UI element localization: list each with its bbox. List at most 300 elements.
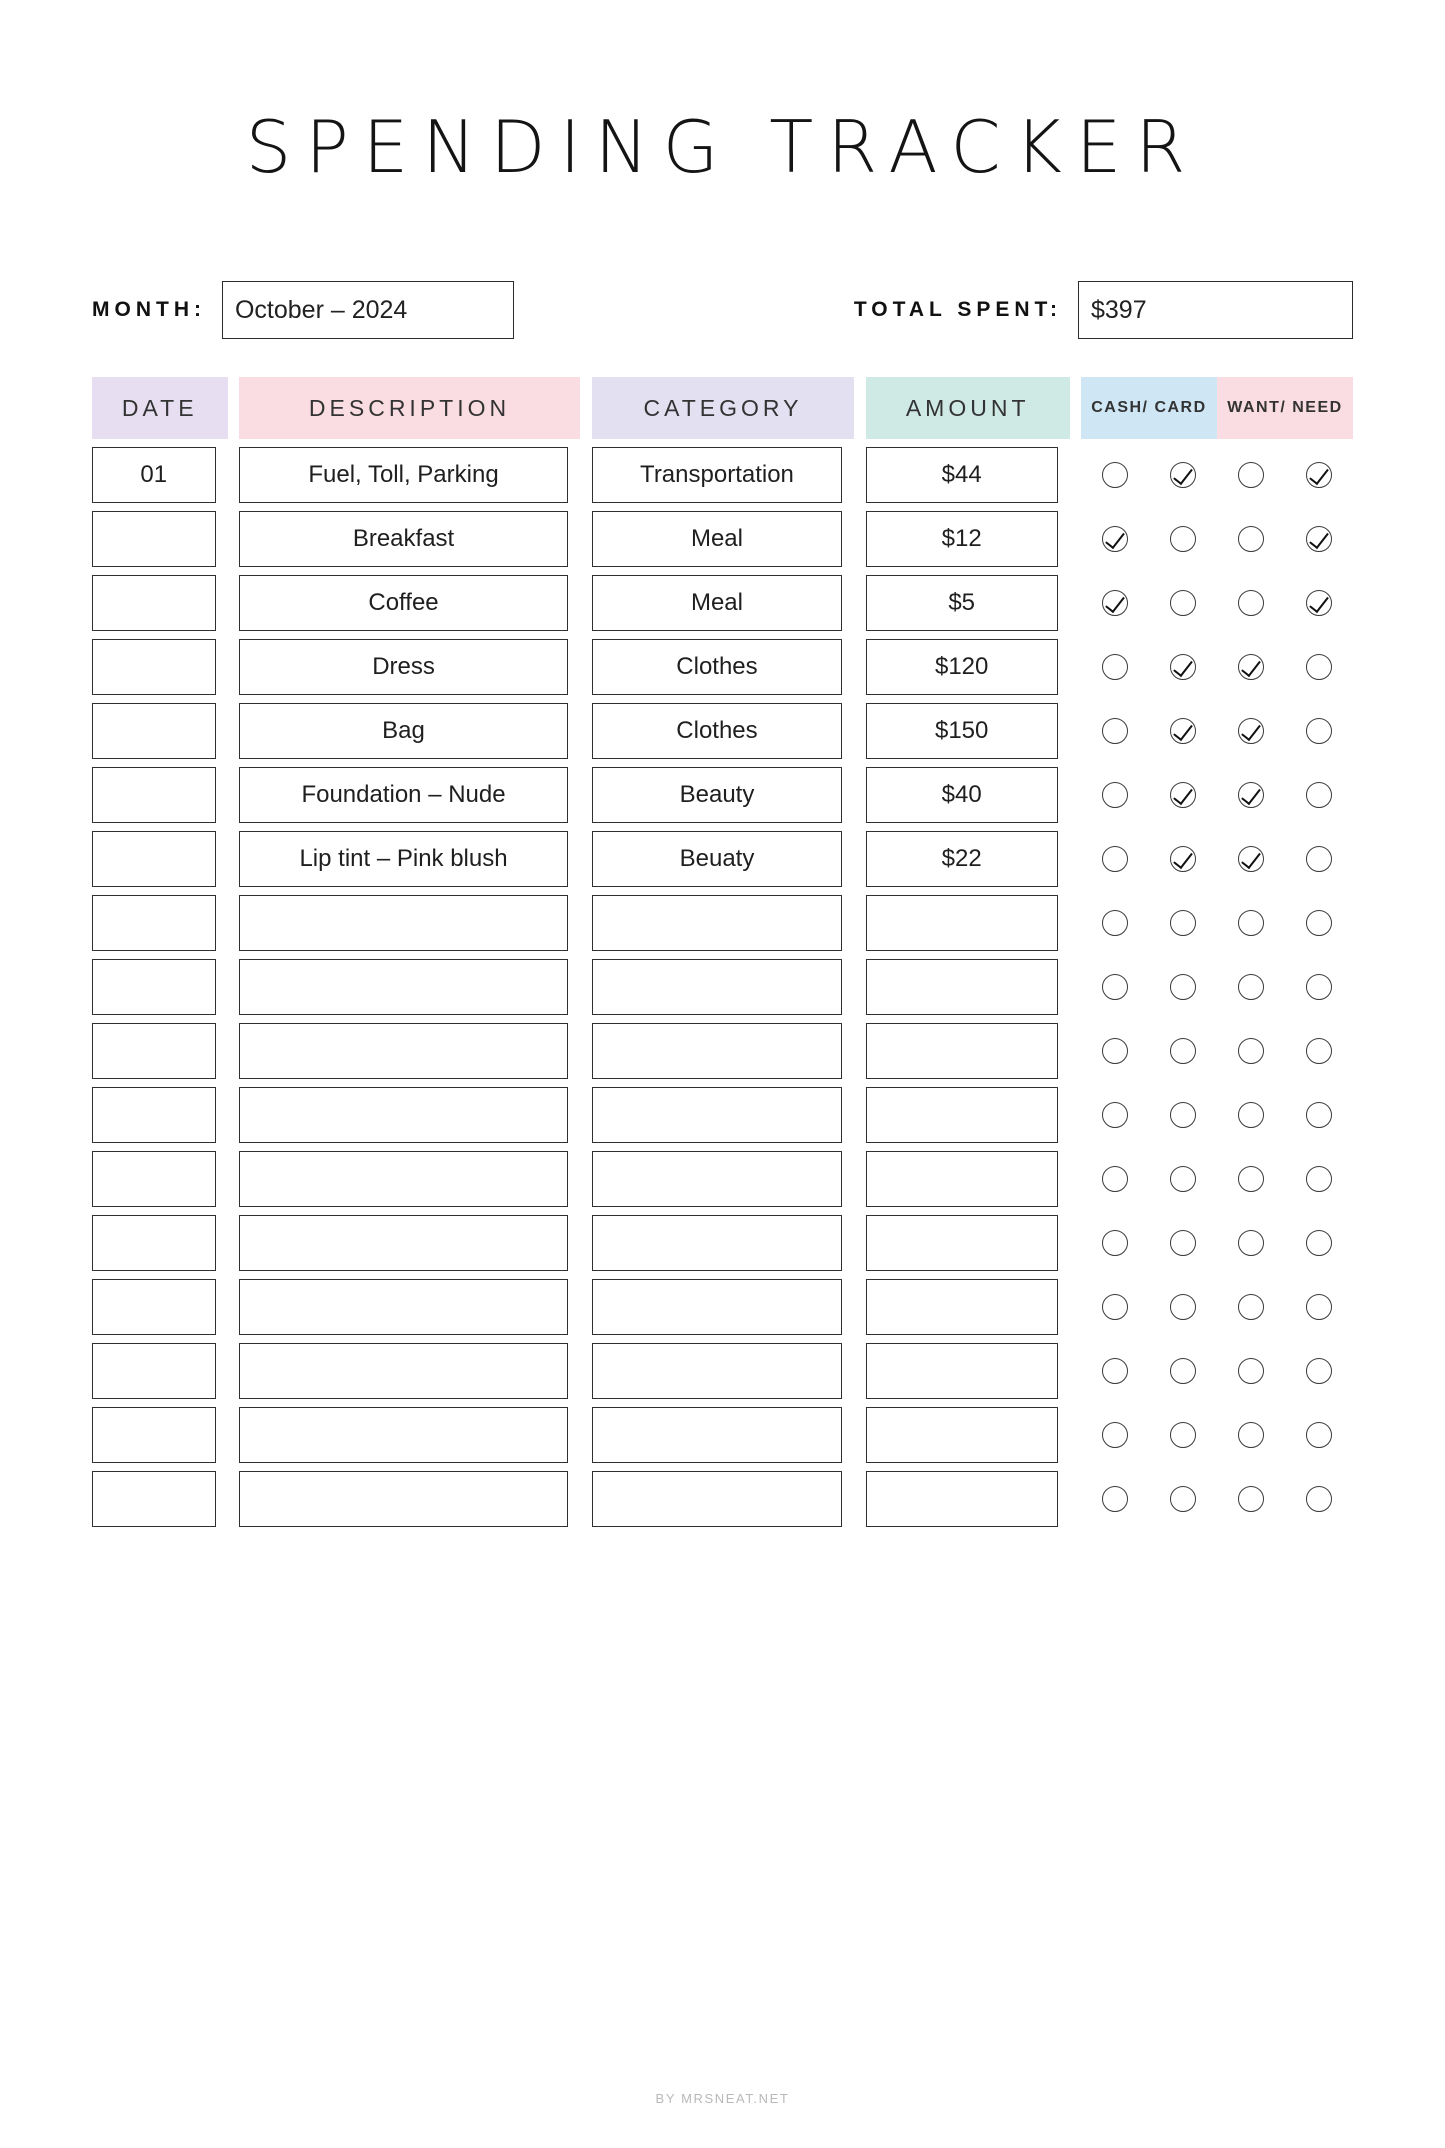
want-need-cell xyxy=(1217,1207,1353,1271)
date-cell xyxy=(92,567,228,631)
row-spacer xyxy=(854,1015,865,1079)
card-checkbox[interactable] xyxy=(1170,910,1196,936)
header-spacer xyxy=(854,377,865,439)
page-title: SPENDING TRACKER xyxy=(245,105,1200,189)
need-checkbox[interactable] xyxy=(1306,1038,1332,1064)
amount-input[interactable] xyxy=(866,1023,1058,1079)
footer-credit: BY MRSNEAT.NET xyxy=(655,2091,790,2106)
row-spacer xyxy=(1070,823,1081,887)
header-spacer xyxy=(228,377,239,439)
row-spacer xyxy=(1070,759,1081,823)
date-cell xyxy=(92,503,228,567)
amount-input[interactable] xyxy=(866,1407,1058,1463)
row-spacer xyxy=(228,1207,239,1271)
need-checkbox[interactable] xyxy=(1306,782,1332,808)
table-row xyxy=(92,567,1353,631)
card-checkbox[interactable] xyxy=(1170,974,1196,1000)
total-spent-input[interactable]: $397 xyxy=(1078,281,1353,339)
amount-cell xyxy=(866,951,1070,1015)
table-row xyxy=(92,1463,1353,1527)
table-row xyxy=(92,695,1353,759)
table-row xyxy=(92,1207,1353,1271)
row-spacer xyxy=(580,439,591,503)
row-spacer xyxy=(1070,503,1081,567)
row-spacer xyxy=(580,631,591,695)
cash-card-cell xyxy=(1081,503,1217,567)
row-spacer xyxy=(1070,1399,1081,1463)
date-input[interactable] xyxy=(92,767,216,823)
date-cell xyxy=(92,695,228,759)
cash-checkbox[interactable] xyxy=(1102,462,1128,488)
card-checkbox[interactable] xyxy=(1170,1294,1196,1320)
want-checkbox[interactable] xyxy=(1238,526,1264,552)
amount-input[interactable] xyxy=(866,1151,1058,1207)
table-row xyxy=(92,951,1353,1015)
table-row xyxy=(92,1335,1353,1399)
description-cell xyxy=(239,567,580,631)
row-spacer xyxy=(580,1335,591,1399)
want-checkbox[interactable] xyxy=(1238,1166,1264,1192)
date-input[interactable] xyxy=(92,1215,216,1271)
amount-cell xyxy=(866,1399,1070,1463)
card-checkbox[interactable] xyxy=(1170,654,1196,680)
description-input[interactable] xyxy=(239,1343,568,1399)
cash-checkbox[interactable] xyxy=(1102,1230,1128,1256)
row-spacer xyxy=(854,759,865,823)
description-cell xyxy=(239,951,580,1015)
category-cell xyxy=(592,1463,855,1527)
row-spacer xyxy=(228,567,239,631)
need-checkbox[interactable] xyxy=(1306,654,1332,680)
row-spacer xyxy=(228,887,239,951)
want-need-cell xyxy=(1217,695,1353,759)
description-input[interactable] xyxy=(239,1151,568,1207)
description-input[interactable]: Fuel, Toll, Parking xyxy=(239,447,568,503)
month-label: MONTH: xyxy=(92,298,206,321)
amount-cell xyxy=(866,1335,1070,1399)
date-input[interactable] xyxy=(92,1151,216,1207)
card-checkbox[interactable] xyxy=(1170,1038,1196,1064)
row-spacer xyxy=(1070,1143,1081,1207)
cash-card-cell xyxy=(1081,1015,1217,1079)
amount-cell xyxy=(866,695,1070,759)
amount-cell xyxy=(866,439,1070,503)
date-cell xyxy=(92,887,228,951)
description-input[interactable] xyxy=(239,1471,568,1527)
header-category: CATEGORY xyxy=(592,377,855,439)
date-input[interactable] xyxy=(92,703,216,759)
date-cell xyxy=(92,1079,228,1143)
category-cell xyxy=(592,1335,855,1399)
row-spacer xyxy=(580,1015,591,1079)
card-checkbox[interactable] xyxy=(1170,782,1196,808)
category-cell xyxy=(592,1015,855,1079)
want-need-cell xyxy=(1217,1271,1353,1335)
amount-input[interactable]: $44 xyxy=(866,447,1058,503)
date-input[interactable] xyxy=(92,1279,216,1335)
amount-input[interactable]: $22 xyxy=(866,831,1058,887)
cash-checkbox[interactable] xyxy=(1102,590,1128,616)
want-need-cell xyxy=(1217,439,1353,503)
description-cell xyxy=(239,1463,580,1527)
amount-input[interactable] xyxy=(866,1343,1058,1399)
want-need-cell xyxy=(1217,887,1353,951)
category-cell xyxy=(592,631,855,695)
row-spacer xyxy=(228,951,239,1015)
amount-input[interactable]: $40 xyxy=(866,767,1058,823)
want-need-cell xyxy=(1217,503,1353,567)
row-spacer xyxy=(228,1079,239,1143)
description-cell xyxy=(239,695,580,759)
amount-cell xyxy=(866,823,1070,887)
category-input[interactable] xyxy=(592,1279,843,1335)
meta-row xyxy=(92,281,1353,339)
card-checkbox[interactable] xyxy=(1170,1102,1196,1128)
row-spacer xyxy=(1070,1207,1081,1271)
want-checkbox[interactable] xyxy=(1238,590,1264,616)
cash-card-cell xyxy=(1081,887,1217,951)
want-need-cell xyxy=(1217,1399,1353,1463)
row-spacer xyxy=(580,567,591,631)
card-checkbox[interactable] xyxy=(1170,1358,1196,1384)
category-input[interactable] xyxy=(592,959,843,1015)
date-cell xyxy=(92,1463,228,1527)
row-spacer xyxy=(1070,1335,1081,1399)
date-cell xyxy=(92,1015,228,1079)
row-spacer xyxy=(854,1399,865,1463)
description-cell xyxy=(239,1079,580,1143)
category-cell xyxy=(592,887,855,951)
category-cell xyxy=(592,823,855,887)
date-input[interactable] xyxy=(92,639,216,695)
row-spacer xyxy=(1070,1463,1081,1527)
header-want-need: WANT/ NEED xyxy=(1217,377,1353,439)
description-cell xyxy=(239,631,580,695)
date-cell xyxy=(92,1335,228,1399)
cash-checkbox[interactable] xyxy=(1102,526,1128,552)
description-cell xyxy=(239,503,580,567)
row-spacer xyxy=(228,1015,239,1079)
date-input[interactable] xyxy=(92,895,216,951)
cash-card-cell xyxy=(1081,631,1217,695)
row-spacer xyxy=(1070,631,1081,695)
row-spacer xyxy=(854,1143,865,1207)
want-checkbox[interactable] xyxy=(1238,1102,1264,1128)
card-checkbox[interactable] xyxy=(1170,1422,1196,1448)
date-input[interactable] xyxy=(92,1087,216,1143)
category-input[interactable]: Beuaty xyxy=(592,831,843,887)
cash-checkbox[interactable] xyxy=(1102,1486,1128,1512)
need-checkbox[interactable] xyxy=(1306,526,1332,552)
row-spacer xyxy=(1070,1015,1081,1079)
category-cell xyxy=(592,695,855,759)
category-cell xyxy=(592,1079,855,1143)
description-input[interactable]: Bag xyxy=(239,703,568,759)
need-checkbox[interactable] xyxy=(1306,590,1332,616)
table-header-row xyxy=(92,377,1353,439)
date-input[interactable] xyxy=(92,511,216,567)
want-checkbox[interactable] xyxy=(1238,1486,1264,1512)
cash-card-cell xyxy=(1081,1079,1217,1143)
amount-cell xyxy=(866,1463,1070,1527)
row-spacer xyxy=(1070,695,1081,759)
category-input[interactable] xyxy=(592,1215,843,1271)
amount-input[interactable]: $5 xyxy=(866,575,1058,631)
want-need-cell xyxy=(1217,1463,1353,1527)
amount-cell xyxy=(866,567,1070,631)
category-input[interactable]: Meal xyxy=(592,575,843,631)
cash-card-cell xyxy=(1081,823,1217,887)
need-checkbox[interactable] xyxy=(1306,1422,1332,1448)
table-row xyxy=(92,1079,1353,1143)
amount-input[interactable] xyxy=(866,1087,1058,1143)
description-input[interactable]: Dress xyxy=(239,639,568,695)
category-input[interactable] xyxy=(592,1087,843,1143)
description-input[interactable] xyxy=(239,1023,568,1079)
row-spacer xyxy=(228,823,239,887)
row-spacer xyxy=(854,887,865,951)
header-spacer xyxy=(580,377,591,439)
want-checkbox[interactable] xyxy=(1238,846,1264,872)
category-cell xyxy=(592,567,855,631)
date-input[interactable] xyxy=(92,1407,216,1463)
amount-cell xyxy=(866,887,1070,951)
row-spacer xyxy=(228,1463,239,1527)
description-input[interactable] xyxy=(239,1087,568,1143)
amount-input[interactable]: $120 xyxy=(866,639,1058,695)
want-checkbox[interactable] xyxy=(1238,718,1264,744)
want-checkbox[interactable] xyxy=(1238,1230,1264,1256)
cash-card-cell xyxy=(1081,951,1217,1015)
amount-cell xyxy=(866,1143,1070,1207)
date-input[interactable] xyxy=(92,1471,216,1527)
date-cell xyxy=(92,439,228,503)
need-checkbox[interactable] xyxy=(1306,974,1332,1000)
cash-card-cell xyxy=(1081,1271,1217,1335)
want-need-cell xyxy=(1217,1143,1353,1207)
category-input[interactable]: Meal xyxy=(592,511,843,567)
total-spent-group xyxy=(854,281,1353,339)
card-checkbox[interactable] xyxy=(1170,1230,1196,1256)
row-spacer xyxy=(228,695,239,759)
date-input[interactable] xyxy=(92,575,216,631)
want-checkbox[interactable] xyxy=(1238,1294,1264,1320)
amount-input[interactable] xyxy=(866,1279,1058,1335)
date-input[interactable] xyxy=(92,1343,216,1399)
description-input[interactable] xyxy=(239,1215,568,1271)
date-input[interactable] xyxy=(92,831,216,887)
want-checkbox[interactable] xyxy=(1238,1422,1264,1448)
amount-cell xyxy=(866,503,1070,567)
cash-checkbox[interactable] xyxy=(1102,1102,1128,1128)
table-row xyxy=(92,1143,1353,1207)
need-checkbox[interactable] xyxy=(1306,1166,1332,1192)
row-spacer xyxy=(854,503,865,567)
category-cell xyxy=(592,439,855,503)
card-checkbox[interactable] xyxy=(1170,846,1196,872)
month-input[interactable]: October – 2024 xyxy=(222,281,514,339)
amount-cell xyxy=(866,631,1070,695)
cash-checkbox[interactable] xyxy=(1102,1166,1128,1192)
want-need-cell xyxy=(1217,1079,1353,1143)
description-input[interactable] xyxy=(239,959,568,1015)
category-input[interactable]: Clothes xyxy=(592,703,843,759)
row-spacer xyxy=(1070,1271,1081,1335)
row-spacer xyxy=(854,567,865,631)
need-checkbox[interactable] xyxy=(1306,1294,1332,1320)
cash-card-cell xyxy=(1081,1207,1217,1271)
want-checkbox[interactable] xyxy=(1238,1038,1264,1064)
amount-input[interactable] xyxy=(866,1215,1058,1271)
row-spacer xyxy=(228,503,239,567)
row-spacer xyxy=(228,1271,239,1335)
description-input[interactable] xyxy=(239,895,568,951)
table-row xyxy=(92,759,1353,823)
cash-card-cell xyxy=(1081,759,1217,823)
want-need-cell xyxy=(1217,631,1353,695)
table-row xyxy=(92,1399,1353,1463)
row-spacer xyxy=(580,695,591,759)
date-cell xyxy=(92,1271,228,1335)
description-cell xyxy=(239,759,580,823)
cash-card-cell xyxy=(1081,695,1217,759)
description-input[interactable]: Lip tint – Pink blush xyxy=(239,831,568,887)
description-input[interactable]: Foundation – Nude xyxy=(239,767,568,823)
description-cell xyxy=(239,1335,580,1399)
need-checkbox[interactable] xyxy=(1306,1102,1332,1128)
amount-input[interactable] xyxy=(866,1471,1058,1527)
card-checkbox[interactable] xyxy=(1170,526,1196,552)
category-cell xyxy=(592,503,855,567)
need-checkbox[interactable] xyxy=(1306,1358,1332,1384)
category-cell xyxy=(592,1399,855,1463)
need-checkbox[interactable] xyxy=(1306,718,1332,744)
category-input[interactable]: Beauty xyxy=(592,767,843,823)
row-spacer xyxy=(228,759,239,823)
amount-input[interactable] xyxy=(866,895,1058,951)
amount-cell xyxy=(866,1207,1070,1271)
description-input[interactable] xyxy=(239,1407,568,1463)
date-cell xyxy=(92,1207,228,1271)
want-checkbox[interactable] xyxy=(1238,910,1264,936)
cash-checkbox[interactable] xyxy=(1102,654,1128,680)
header-spacer xyxy=(1070,377,1081,439)
row-spacer xyxy=(580,1463,591,1527)
category-input[interactable] xyxy=(592,1151,843,1207)
row-spacer xyxy=(1070,951,1081,1015)
row-spacer xyxy=(228,439,239,503)
date-cell xyxy=(92,759,228,823)
want-need-cell xyxy=(1217,759,1353,823)
amount-cell xyxy=(866,1271,1070,1335)
card-checkbox[interactable] xyxy=(1170,590,1196,616)
need-checkbox[interactable] xyxy=(1306,846,1332,872)
category-cell xyxy=(592,1271,855,1335)
need-checkbox[interactable] xyxy=(1306,462,1332,488)
description-input[interactable]: Coffee xyxy=(239,575,568,631)
date-input[interactable] xyxy=(92,959,216,1015)
cash-checkbox[interactable] xyxy=(1102,718,1128,744)
amount-input[interactable] xyxy=(866,959,1058,1015)
row-spacer xyxy=(854,1207,865,1271)
want-need-cell xyxy=(1217,567,1353,631)
description-input[interactable]: Breakfast xyxy=(239,511,568,567)
want-checkbox[interactable] xyxy=(1238,782,1264,808)
description-cell xyxy=(239,1399,580,1463)
row-spacer xyxy=(580,1399,591,1463)
row-spacer xyxy=(228,1335,239,1399)
category-cell xyxy=(592,1143,855,1207)
category-input[interactable] xyxy=(592,1343,843,1399)
cash-checkbox[interactable] xyxy=(1102,974,1128,1000)
category-input[interactable]: Clothes xyxy=(592,639,843,695)
description-cell xyxy=(239,1015,580,1079)
amount-input[interactable]: $12 xyxy=(866,511,1058,567)
cash-card-cell xyxy=(1081,1399,1217,1463)
category-input[interactable] xyxy=(592,1471,843,1527)
category-input[interactable] xyxy=(592,1023,843,1079)
amount-input[interactable]: $150 xyxy=(866,703,1058,759)
category-input[interactable] xyxy=(592,1407,843,1463)
cash-checkbox[interactable] xyxy=(1102,1358,1128,1384)
category-input[interactable] xyxy=(592,895,843,951)
cash-checkbox[interactable] xyxy=(1102,1422,1128,1448)
cash-checkbox[interactable] xyxy=(1102,782,1128,808)
cash-checkbox[interactable] xyxy=(1102,910,1128,936)
cash-checkbox[interactable] xyxy=(1102,1038,1128,1064)
category-input[interactable]: Transportation xyxy=(592,447,843,503)
spending-tracker-page xyxy=(0,105,1445,2148)
date-cell xyxy=(92,1399,228,1463)
date-input[interactable] xyxy=(92,1023,216,1079)
card-checkbox[interactable] xyxy=(1170,1166,1196,1192)
cash-checkbox[interactable] xyxy=(1102,1294,1128,1320)
row-spacer xyxy=(580,951,591,1015)
row-spacer xyxy=(580,1271,591,1335)
want-checkbox[interactable] xyxy=(1238,1358,1264,1384)
row-spacer xyxy=(854,1079,865,1143)
need-checkbox[interactable] xyxy=(1306,910,1332,936)
header-description: DESCRIPTION xyxy=(239,377,580,439)
need-checkbox[interactable] xyxy=(1306,1230,1332,1256)
table-row xyxy=(92,503,1353,567)
description-input[interactable] xyxy=(239,1279,568,1335)
date-input[interactable]: 01 xyxy=(92,447,216,503)
amount-cell xyxy=(866,1015,1070,1079)
card-checkbox[interactable] xyxy=(1170,1486,1196,1512)
want-checkbox[interactable] xyxy=(1238,462,1264,488)
table-row xyxy=(92,1271,1353,1335)
card-checkbox[interactable] xyxy=(1170,718,1196,744)
cash-card-cell xyxy=(1081,1463,1217,1527)
date-cell xyxy=(92,951,228,1015)
description-cell xyxy=(239,1271,580,1335)
row-spacer xyxy=(854,1335,865,1399)
want-checkbox[interactable] xyxy=(1238,974,1264,1000)
need-checkbox[interactable] xyxy=(1306,1486,1332,1512)
want-need-cell xyxy=(1217,1335,1353,1399)
date-cell xyxy=(92,823,228,887)
table-row xyxy=(92,1015,1353,1079)
card-checkbox[interactable] xyxy=(1170,462,1196,488)
row-spacer xyxy=(580,823,591,887)
cash-checkbox[interactable] xyxy=(1102,846,1128,872)
want-checkbox[interactable] xyxy=(1238,654,1264,680)
tracker-table xyxy=(92,377,1353,1527)
want-need-cell xyxy=(1217,823,1353,887)
row-spacer xyxy=(854,951,865,1015)
row-spacer xyxy=(228,1399,239,1463)
